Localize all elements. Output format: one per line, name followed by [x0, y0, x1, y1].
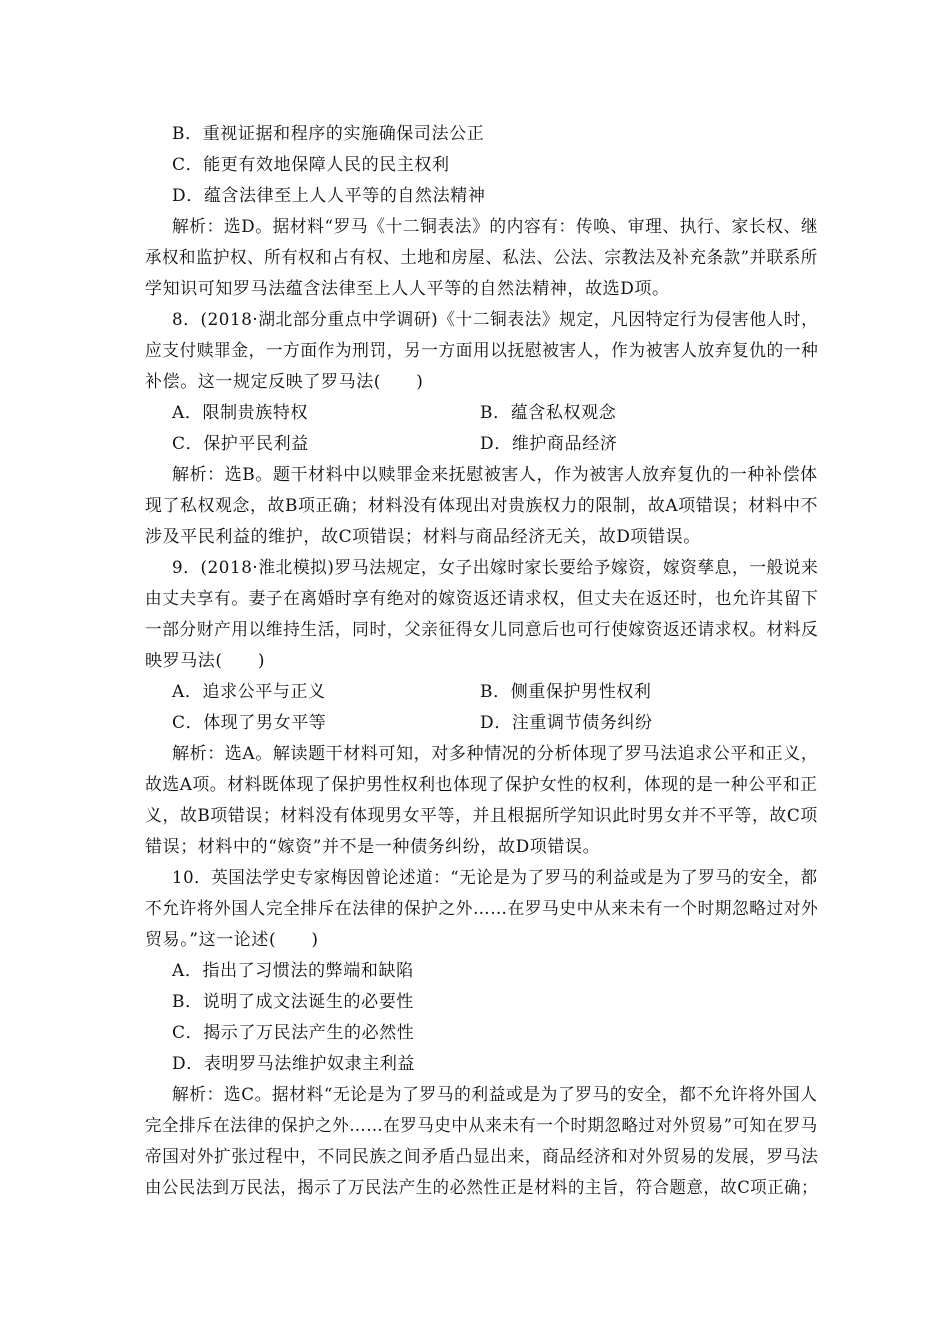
q9-option-a: A．追求公平与正义 [172, 682, 326, 702]
q10-option-a: A．指出了习惯法的弊端和缺陷 [172, 961, 414, 981]
q10-analysis-line: 解析：选C。据材料“无论是为了罗马的利益或是为了罗马的安全，都不允许将外国人 [172, 1085, 818, 1105]
q9-analysis-line: 错误；材料中的“嫁资”并不是一种债务纠纷，故D项错误。 [145, 837, 601, 857]
q8-stem-line: 8．(2018·湖北部分重点中学调研)《十二铜表法》规定，凡因特定行为侵害他人时， [172, 310, 819, 330]
q9-stem-line: 映罗马法( ) [145, 651, 266, 671]
q7-option-c: C．能更有效地保障人民的民主权利 [172, 155, 450, 175]
q9-option-c: C．体现了男女平等 [172, 713, 327, 733]
q7-option-b: B．重视证据和程序的实施确保司法公正 [172, 124, 485, 144]
q8-analysis-line: 涉及平民利益的维护，故C项错误；材料与商品经济无关，故D项错误。 [145, 527, 701, 547]
q10-stem-line: 10．英国法学史专家梅因曾论述道：“无论是为了罗马的利益或是为了罗马的安全，都 [172, 868, 818, 888]
q7-analysis-line: 学知识可知罗马法蕴含法律至上人人平等的自然法精神，故选D项。 [145, 279, 670, 299]
q10-analysis-line: 帝国对外扩张过程中，不同民族之间矛盾凸显出来，商品经济和对外贸易的发展，罗马法 [145, 1147, 819, 1167]
q9-option-d: D．注重调节债务纠纷 [480, 713, 653, 733]
q8-option-c: C．保护平民利益 [172, 434, 309, 454]
q10-analysis-line: 由公民法到万民法，揭示了万民法产生的必然性正是材料的主旨，符合题意，故C项正确； [145, 1178, 818, 1198]
q7-analysis-line: 解析：选D。据材料“罗马《十二铜表法》的内容有：传唤、审理、执行、家长权、继 [172, 217, 819, 237]
q10-option-b: B．说明了成文法诞生的必要性 [172, 992, 414, 1012]
q10-option-d: D．表明罗马法维护奴隶主利益 [172, 1054, 416, 1074]
q9-analysis-line: 故选A项。材料既体现了保护男性权利也体现了保护女性的权利，体现的是一种公平和正 [145, 775, 818, 795]
q9-option-b: B．侧重保护男性权利 [480, 682, 652, 702]
q8-option-a: A．限制贵族特权 [172, 403, 309, 423]
q8-analysis-line: 现了私权观念，故B项正确；材料没有体现出对贵族权力的限制，故A项错误；材料中不 [145, 496, 819, 516]
q10-stem-line: 不允许将外国人完全排斥在法律的保护之外……在罗马史中从来未有一个时期忽略过对外 [145, 899, 819, 919]
q9-stem-line: 由丈夫享有。妻子在离婚时享有绝对的嫁资返还请求权，但丈夫在返还时，也允许其留下 [145, 589, 819, 609]
q8-option-d: D．维护商品经济 [480, 434, 618, 454]
q10-option-c: C．揭示了万民法产生的必然性 [172, 1023, 415, 1043]
q8-stem-line: 应支付赎罪金，一方面作为刑罚，另一方面用以抚慰被害人，作为被害人放弃复仇的一种 [145, 341, 819, 361]
q9-stem-line: 一部分财产用以维持生活，同时，父亲征得女儿同意后也可行使嫁资返还请求权。材料反 [145, 620, 819, 640]
q8-stem-line: 补偿。这一规定反映了罗马法( ) [145, 372, 424, 392]
q7-analysis-line: 承权和监护权、所有权和占有权、土地和房屋、私法、公法、宗教法及补充条款”并联系所 [145, 248, 818, 268]
q8-analysis-line: 解析：选B。题干材料中以赎罪金来抚慰被害人，作为被害人放弃复仇的一种补偿体 [172, 465, 818, 485]
q7-option-d: D．蕴含法律至上人人平等的自然法精神 [172, 186, 486, 206]
q9-analysis-line: 解析：选A。解读题干材料可知，对多种情况的分析体现了罗马法追求公平和正义， [172, 744, 819, 764]
q8-option-b: B．蕴含私权观念 [480, 403, 617, 423]
q9-stem-line: 9．(2018·淮北模拟)罗马法规定，女子出嫁时家长要给予嫁资，嫁资孳息，一般说来 [172, 558, 819, 578]
q10-analysis-line: 完全排斥在法律的保护之外……在罗马史中从来未有一个时期忽略过对外贸易”可知在罗马 [145, 1116, 818, 1136]
q9-analysis-line: 义，故B项错误；材料没有体现男女平等，并且根据所学知识此时男女并不平等，故C项 [145, 806, 818, 826]
q10-stem-line: 贸易。”这一论述( ) [145, 930, 319, 950]
